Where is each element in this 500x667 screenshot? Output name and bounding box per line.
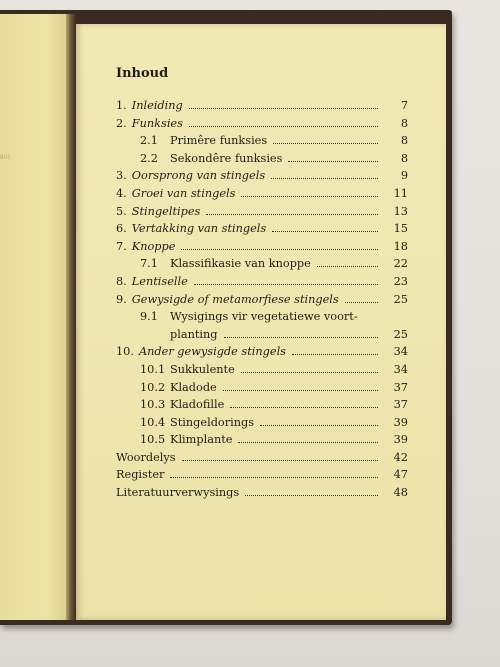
toc-entry xyxy=(116,363,408,381)
toc-entry xyxy=(116,240,408,258)
toc-entry-page: 37 xyxy=(393,380,408,394)
dot-leader xyxy=(241,372,378,373)
left-page-fragment: 80) xyxy=(0,154,10,161)
dot-leader xyxy=(223,390,378,391)
toc-entry-title: Stingeltipes xyxy=(131,204,201,218)
toc-entry-page: 8 xyxy=(400,116,408,130)
toc-entry-page: 37 xyxy=(393,398,408,412)
toc-entry-page: 23 xyxy=(393,274,408,288)
toc-entry-title: Kladode xyxy=(170,380,217,394)
toc-entry-number: 9. xyxy=(116,292,127,306)
toc-entry-title: Groei van stingels xyxy=(131,186,236,200)
toc-entry xyxy=(116,187,408,205)
toc-entry-number: 10.5 xyxy=(140,433,166,447)
toc-entry-page: 7 xyxy=(400,99,408,112)
toc-entry-title: Klimplante xyxy=(170,433,233,447)
toc-entry-number: 7. xyxy=(116,239,127,253)
toc-entry-title: Primêre funksies xyxy=(170,134,268,148)
dot-leader xyxy=(272,231,378,232)
toc-entry-title: planting xyxy=(170,327,218,341)
toc-entry xyxy=(116,451,408,469)
dot-leader xyxy=(189,108,378,109)
toc-entry-title: Inleiding xyxy=(131,99,183,112)
toc-entry xyxy=(116,345,408,363)
dot-leader xyxy=(238,442,378,443)
dot-leader xyxy=(194,284,378,285)
toc-entry-page: 42 xyxy=(393,450,408,464)
toc-entry-page: 34 xyxy=(393,345,408,359)
toc-entry-number: 9.1 xyxy=(140,310,158,324)
dot-leader xyxy=(273,143,378,144)
toc-entry-title: Ander gewysigde stingels xyxy=(138,345,286,359)
toc-entry-number: 3. xyxy=(116,169,127,183)
toc-entry xyxy=(116,468,408,486)
book-gutter xyxy=(66,14,76,620)
toc-entry-title: Oorsprong van stingels xyxy=(131,169,266,183)
toc-entry-page: 9 xyxy=(400,169,408,183)
dot-leader xyxy=(317,266,378,267)
toc-entry-page: 13 xyxy=(393,204,408,218)
toc-entry-title: Stingeldorings xyxy=(170,415,255,429)
dot-leader xyxy=(292,354,378,355)
table-of-contents xyxy=(116,99,408,504)
dot-leader xyxy=(345,302,378,303)
toc-entry-page: 47 xyxy=(393,468,408,482)
dot-leader xyxy=(181,249,378,250)
toc-entry-page: 25 xyxy=(393,292,408,306)
toc-entry xyxy=(116,134,408,152)
toc-entry-page: 8 xyxy=(400,151,408,165)
toc-entry xyxy=(116,381,408,399)
left-page xyxy=(0,14,68,620)
toc-entry xyxy=(116,99,408,117)
toc-entry-title: Wysigings vir vegetatiewe voort- xyxy=(170,310,358,324)
toc-entry-page: 15 xyxy=(393,222,408,236)
toc-entry-number: 8. xyxy=(116,274,127,288)
toc-entry-title: Klassifikasie van knoppe xyxy=(170,257,311,271)
toc-entry xyxy=(116,416,408,434)
toc-entry-title: Funksies xyxy=(131,116,183,130)
toc-entry-title: Sekondêre funksies xyxy=(170,151,283,165)
toc-entry-page: 48 xyxy=(393,486,408,500)
dot-leader xyxy=(189,126,378,127)
toc-entry-title: Register xyxy=(116,468,165,482)
toc-entry xyxy=(116,117,408,135)
dot-leader xyxy=(288,161,378,162)
dot-leader xyxy=(170,477,378,478)
toc-entry xyxy=(116,169,408,187)
toc-entry xyxy=(116,486,408,504)
toc-entry-number: 10.1 xyxy=(140,362,166,376)
toc-entry-title: Vertakking van stingels xyxy=(131,222,267,236)
toc-entry-title: Knoppe xyxy=(131,239,176,253)
toc-entry xyxy=(116,433,408,451)
toc-entry-page: 39 xyxy=(393,415,408,429)
toc-entry-page: 8 xyxy=(400,134,408,148)
toc-entry-number: 6. xyxy=(116,222,127,236)
toc-entry-page: 34 xyxy=(393,362,408,376)
dot-leader xyxy=(230,407,378,408)
toc-entry-number: 4. xyxy=(116,186,127,200)
toc-entry-title: Kladofille xyxy=(170,398,225,412)
toc-entry-number: 10.4 xyxy=(140,415,166,429)
dot-leader xyxy=(182,460,378,461)
toc-entry xyxy=(116,328,408,346)
toc-entry xyxy=(116,310,408,328)
toc-entry-title: Sukkulente xyxy=(170,362,235,376)
toc-entry-number: 2.2 xyxy=(140,151,158,165)
toc-heading: Inhoud xyxy=(116,66,169,81)
toc-entry-number: 10.3 xyxy=(140,398,166,412)
toc-entry-title: Lentiselle xyxy=(131,274,188,288)
toc-entry-title: Woordelys xyxy=(116,450,176,464)
dot-leader xyxy=(271,178,378,179)
toc-entry-page: 18 xyxy=(393,239,408,253)
dot-leader xyxy=(260,425,378,426)
toc-entry-title: Gewysigde of metamorfiese stingels xyxy=(131,292,339,306)
toc-entry xyxy=(116,275,408,293)
toc-entry-number: 5. xyxy=(116,204,127,218)
toc-entry-number: 1. xyxy=(116,99,127,112)
toc-entry xyxy=(116,257,408,275)
toc-entry-page: 25 xyxy=(393,327,408,341)
toc-entry xyxy=(116,293,408,311)
toc-entry-number: 2.1 xyxy=(140,134,158,148)
dot-leader xyxy=(206,214,378,215)
dot-leader xyxy=(245,495,378,496)
toc-entry-page: 11 xyxy=(393,186,408,200)
toc-entry-page: 22 xyxy=(393,257,408,271)
toc-entry-page: 39 xyxy=(393,433,408,447)
toc-entry-number: 7.1 xyxy=(140,257,158,271)
toc-entry xyxy=(116,222,408,240)
toc-entry-title: Literatuurverwysings xyxy=(116,486,240,500)
toc-entry-number: 10.2 xyxy=(140,380,166,394)
dot-leader xyxy=(224,337,378,338)
toc-entry xyxy=(116,152,408,170)
toc-entry-number: 10. xyxy=(116,345,134,359)
toc-entry xyxy=(116,398,408,416)
toc-entry xyxy=(116,205,408,223)
toc-entry-number: 2. xyxy=(116,116,127,130)
dot-leader xyxy=(241,196,378,197)
